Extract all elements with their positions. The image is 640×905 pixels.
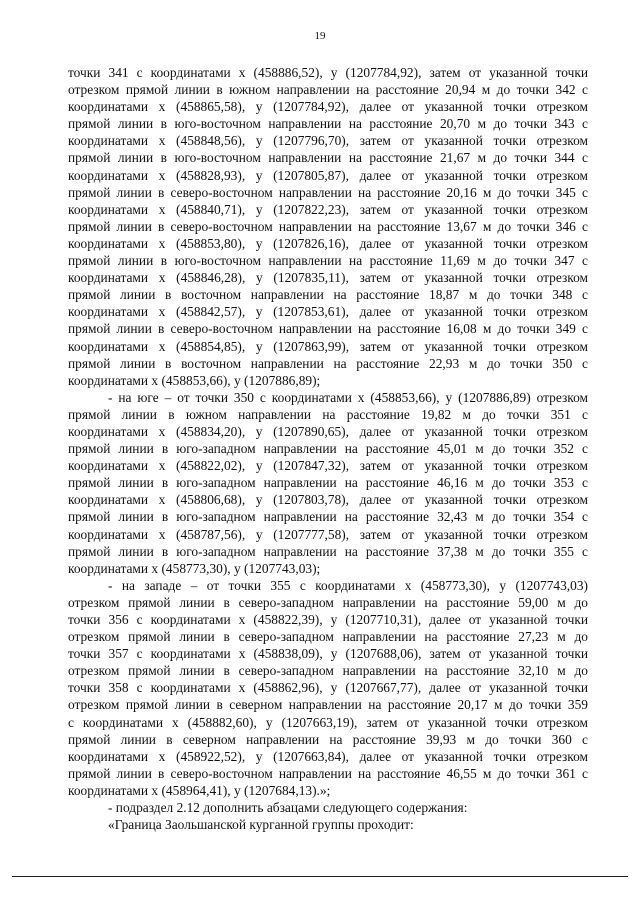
text-line: прямой линии в северо-восточном направлении на расстояние 16,08 м до точки 349 с (68, 321, 588, 337)
text-line: прямой линии в северо-восточном направлении на расстояние 20,16 м до точки 345 с (68, 184, 588, 200)
text-line: прямой линии в юго-западном направлении на расстояние 32,43 м до точки 354 с (68, 509, 588, 525)
footer-rule (12, 876, 628, 877)
text-line: с координатами x (458882,60), y (1207663,19), затем от указанной точки отрезком (68, 714, 588, 730)
text-line: отрезком прямой линии в северном направлении на расстояние 20,17 м до точки 359 (68, 697, 588, 713)
text-line: прямой линии в юго-западном направлении на расстояние 45,01 м до точки 352 с (68, 441, 588, 457)
text-line: координатами x (458842,57), y (1207853,61), далее от указанной точки отрезком (68, 304, 588, 320)
text-line: - на западе – от точки 355 с координатами x (458773,30), y (1207743,03) (108, 577, 588, 593)
text-line: координатами x (458787,56), y (1207777,58), затем от указанной точки отрезком (68, 526, 588, 542)
text-line: точки 341 с координатами x (458886,52), y (1207784,92), затем от указанной точки (68, 65, 588, 80)
text-line: прямой линии в юго-восточном направлении на расстояние 20,70 м до точки 343 с (68, 116, 588, 132)
text-line: точки 356 с координатами x (458822,39), y (1207710,31), далее от указанной точки (68, 612, 588, 627)
text-line: прямой линии в юго-восточном направлении на расстояние 11,69 м до точки 347 с (68, 253, 588, 269)
text-line: координатами x (458865,58), y (1207784,92), далее от указанной точки отрезком (68, 99, 588, 115)
text-line: прямой линии в юго-восточном направлении на расстояние 21,67 м до точки 344 с (68, 150, 588, 166)
text-line: прямой линии в юго-западном направлении на расстояние 46,16 м до точки 353 с (68, 475, 588, 491)
text-line: координатами x (458854,85), y (1207863,99), затем от указанной точки отрезком (68, 338, 588, 354)
text-line: координатами x (458853,80), y (1207826,16), далее от указанной точки отрезком (68, 235, 588, 251)
text-line: отрезком прямой линии в северо-западном направлении на расстояние 32,10 м до (68, 663, 588, 679)
text-line: координатами x (458806,68), y (1207803,78), далее от указанной точки отрезком (68, 492, 588, 508)
text-line: координатами x (458840,71), y (1207822,23), затем от указанной точки отрезком (68, 201, 588, 217)
text-line: - подраздел 2.12 дополнить абзацами следующего содержания: (108, 800, 468, 816)
text-line: координатами x (458773,30), y (1207743,03); (68, 560, 321, 576)
text-line: координатами x (458828,93), y (1207805,87), далее от указанной точки отрезком (68, 167, 588, 183)
text-line: отрезком прямой линии в южном направлении на расстояние 20,94 м до точки 342 с (68, 82, 588, 98)
text-line: координатами x (458853,66), y (1207886,89); (68, 372, 321, 388)
text-line: прямой линии в северном направлении на расстояние 39,93 м до точки 360 с (68, 731, 588, 747)
document-body (68, 64, 588, 833)
text-line: координатами x (458922,52), y (1207663,84), далее от указанной точки отрезком (68, 748, 588, 764)
text-line: координатами x (458822,02), y (1207847,32), затем от указанной точки отрезком (68, 458, 588, 474)
text-line: координатами x (458848,56), y (1207796,70), затем от указанной точки отрезком (68, 133, 588, 149)
page-number: 19 (314, 30, 326, 42)
text-line: прямой линии в восточном направлении на расстояние 22,93 м до точки 350 с (68, 355, 588, 371)
text-line: прямой линии в северо-восточном направлении на расстояние 13,67 м до точки 346 с (68, 218, 588, 234)
text-line: прямой линии в северо-восточном направлении на расстояние 46,55 м до точки 361 с (68, 765, 588, 781)
text-line: прямой линии в южном направлении на расстояние 19,82 м до точки 351 с (68, 406, 588, 422)
text-line: «Граница Заольшанской курганной группы проходит: (108, 817, 414, 833)
text-line: отрезком прямой линии в северо-западном направлении на расстояние 27,23 м до (68, 629, 588, 645)
text-line: координатами x (458964,41), y (1207684,13).»; (68, 782, 331, 798)
text-line: координатами x (458846,28), y (1207835,11), затем от указанной точки отрезком (68, 270, 588, 286)
text-line: отрезком прямой линии в северо-западном направлении на расстояние 59,00 м до (68, 594, 588, 610)
text-line: - на юге – от точки 350 с координатами x (458853,66), y (1207886,89) отрезком (108, 389, 588, 405)
text-line: прямой линии в восточном направлении на расстояние 18,87 м до точки 348 с (68, 287, 588, 303)
text-line: точки 357 с координатами x (458838,09), y (1207688,06), затем от указанной точки (68, 646, 588, 662)
text-line: точки 358 с координатами x (458862,96), y (1207667,77), далее от указанной точки (68, 680, 588, 696)
text-line: координатами x (458834,20), y (1207890,65), далее от указанной точки отрезком (68, 423, 588, 439)
text-line: прямой линии в юго-западном направлении на расстояние 37,38 м до точки 355 с (68, 543, 588, 559)
